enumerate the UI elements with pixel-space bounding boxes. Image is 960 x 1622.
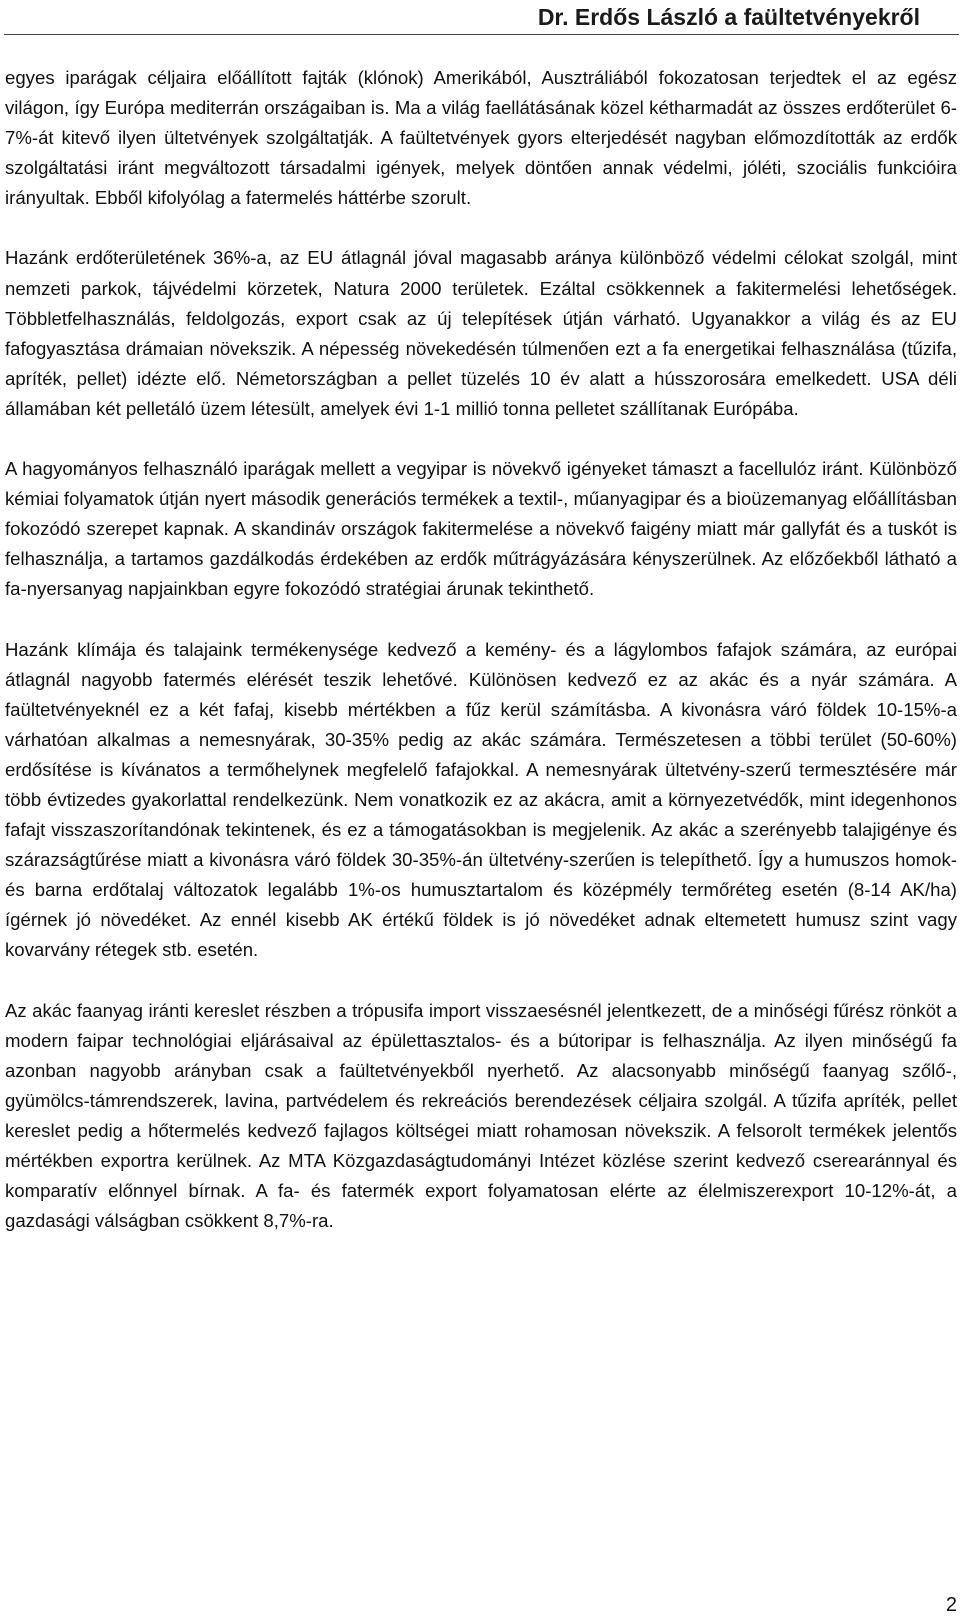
- paragraph-3: A hagyományos felhasználó iparágak mellett a vegyipar is növekvő igényeket támaszt a facellulóz iránt. Különböző kémiai folyamatok útján nyert második generációs termékek a textil-, műanyagipar és a bioüzemanyag előállításban fokozódó szerepet kapnak. A skandináv országok fakitermelése a növekvő faigény miatt már gallyfát és a tuskót is felhasználja, a tartamos gazdálkodás érdekében az erdők műtrágyázására kényszerülnek. Az előzőekből látható a fa-nyersanyag napjainkban egyre fokozódó stratégiai árunak tekinthető.: [5, 458, 957, 600]
- paragraph-4: Hazánk klímája és talajaink termékenysége kedvező a kemény- és a lágylombos fafajok számára, az európai átlagnál nagyobb fatermés elérését teszik lehetővé. Különösen kedvező ez az akác és a nyár számára. A faültetvényeknél ez a két fafaj, kisebb mértékben a fűz kerül számításba. A kivonásra váró földek 10-15%-a várhatóan alkalmas a nemesnyárak, 30-35% pedig az akác számára. Természetesen a többi terület (50-60%) erdősítése is kívánatos a termőhelynek megfelelő fafajokkal. A nemesnyárak ültetvény-szerű termesztésére már több évtizedes gyakorlattal rendelkezünk. Nem vonatkozik ez az akácra, amit a környezetvédők, mint idegenhonos fafajt visszaszorítandónak tekintenek, és ez a támogatásokban is megjelenik. Az akác a szerényebb talajigénye és szárazságtűrése miatt a kivonásra váró földek 30-35%-án ültetvény-szerűen is telepíthető. Így a humuszos homok- és barna erdőtalaj változatok legalább 1%-os humusztartalom és középmély termőréteg esetén (8-14 AK/ha) ígérnek jó növedéket. Az ennél kisebb AK értékű földek is jó növedéket adnak eltemetett humusz szint vagy kovarvány rétegek stb. esetén.: [5, 638, 957, 961]
- paragraph-1: egyes iparágak céljaira előállított fajták (klónok) Amerikából, Ausztráliából fokozatosan terjedtek el az egész világon, így Európa mediterrán országaiban is. Ma a világ faellátásának közel kétharmadát az összes erdőterület 6-7%-át kitevő ilyen ültetvények szolgáltatják. A faültetvények gyors elterjedését nagyban előmozdították az erdők szolgáltatási iránt megváltozott társadalmi igények, melyek döntően annak védelmi, jóléti, szociális funkcióira irányultak. Ebből kifolyólag a fatermelés háttérbe szorult.: [5, 67, 957, 209]
- header-divider: [4, 34, 959, 35]
- page-number: 2: [945, 1594, 957, 1616]
- paragraph-2: Hazánk erdőterületének 36%-a, az EU átlagnál jóval magasabb aránya különböző védelmi célokat szolgál, mint nemzeti parkok, tájvédelmi körzetek, Natura 2000 területek. Ezáltal csökkennek a fakitermelési lehetőségek. Többletfelhasználás, feldolgozás, export csak az új telepítések útján várható. Ugyanakkor a világ és az EU fafogyasztása drámaian növekszik. A népesség növekedésén túlmenően ezt a fa energetikai felhasználása (tűzifa, apríték, pellet) idézte elő. Németországban a pellet tüzelés 10 év alatt a hússzorosára emelkedett. USA déli államában két pelletáló üzem létesült, amelyek évi 1-1 millió tonna pelletet szállítanak Európába.: [5, 247, 957, 419]
- paragraph-5: Az akác faanyag iránti kereslet részben a trópusifa import visszaesésnél jelentkezett, de a minőségi fűrész rönköt a modern faipar technológiai eljárásaival az épülettasztalos- és a bútoripar is felhasználja. Az ilyen minőségű fa azonban nagyobb arányban csak a faültetvényekből nyerhető. Az alacsonyabb minőségű faanyag szőlő-, gyümölcs-támrendszerek, lavina, partvédelem és rekreációs berendezések céljaira szolgál. A tűzifa apríték, pellet kereslet pedig a hőtermelés kedvező fajlagos költségei miatt rohamosan növekszik. A felsorolt termékek jelentős mértékben exportra kerülnek. Az MTA Közgazdaságtudományi Intézet közlése szerint kedvező cserearánnyal és komparatív előnnyel bírnak. A fa- és fatermék export folyamatosan elérte az élelmiszerexport 10-12%-át, a gazdasági válságban csökkent 8,7%-ra.: [5, 999, 957, 1232]
- document-body: [5, 63, 957, 1236]
- page-header-title: Dr. Erdős László a faültetvényekről: [537, 4, 920, 30]
